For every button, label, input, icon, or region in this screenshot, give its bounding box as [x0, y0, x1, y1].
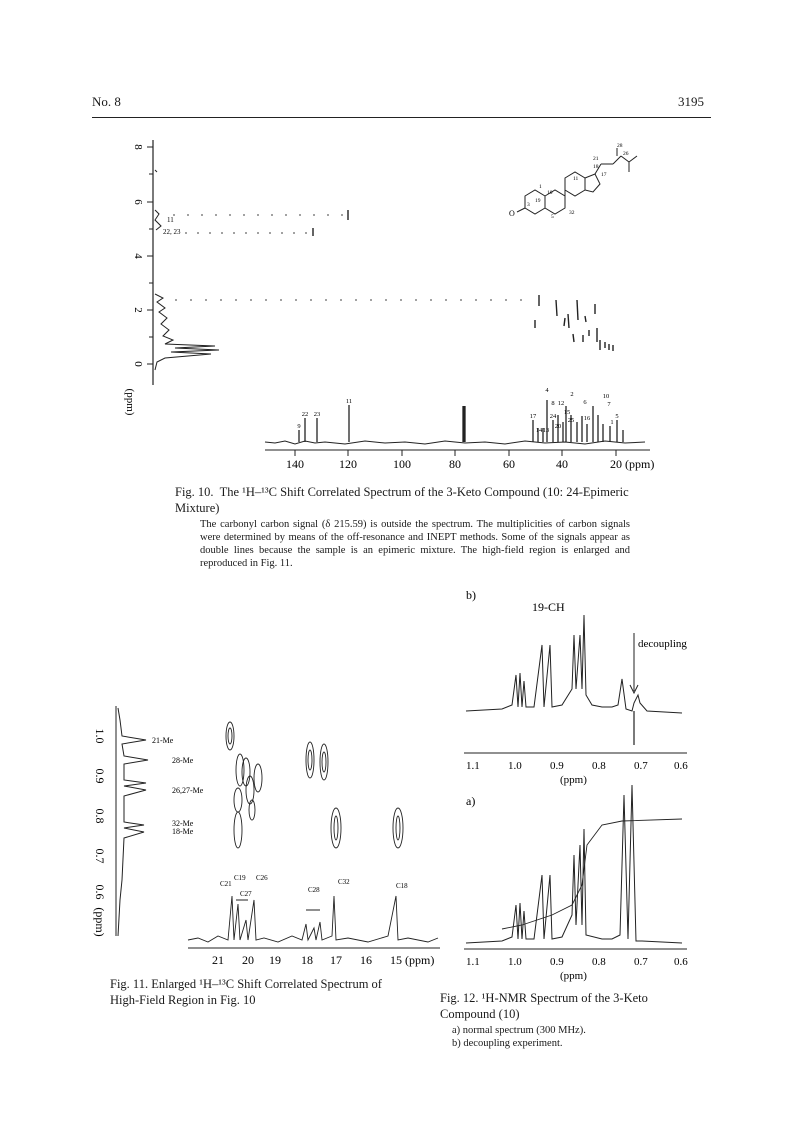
fig11-xtick: 17: [330, 953, 342, 967]
structure-label: 19: [535, 198, 541, 204]
header-rule: [92, 117, 711, 118]
fig12-caption: Fig. 12. ¹H-NMR Spectrum of the 3-Keto Compound (10): [440, 991, 648, 1021]
fig10-peak-label: 12: [557, 400, 565, 407]
fig12a-xunit: (ppm): [560, 970, 587, 982]
fig10-xtick: 140: [286, 457, 304, 471]
fig11-xtick: 19: [269, 953, 281, 967]
fig12a-xtick: 0.9: [550, 956, 564, 968]
fig10-caption: [175, 484, 655, 516]
fig10-peak-label: 14: [535, 427, 543, 434]
fig10-xtick: 80: [449, 457, 461, 471]
fig11-xtick: 20: [242, 953, 254, 967]
fig12a-xtick: 0.6: [674, 956, 688, 968]
fig10-ytick-2: 2: [132, 307, 144, 313]
fig11-methyl-label: 28-Me: [172, 756, 194, 765]
fig11-carbon-label: C32: [338, 878, 350, 886]
fig10-peak-label: 11: [345, 398, 353, 405]
fig10-peak-label: 23: [313, 411, 321, 418]
structure-label: 26: [623, 151, 629, 157]
fig12b-xtick: 0.9: [550, 760, 564, 772]
fig11-ytick: 0.8: [93, 808, 107, 824]
fig10-peak-label: 4: [545, 387, 549, 394]
fig10-peak-label: 1: [610, 419, 614, 426]
fig12-panel-b: b): [466, 588, 476, 602]
fig12b-xtick: 0.8: [592, 760, 606, 772]
fig10-peak-label: 2: [570, 391, 574, 398]
fig12b-xunit: (ppm): [560, 774, 587, 786]
fig11-yunit: (ppm): [93, 907, 107, 937]
fig11-methyl-label: 18-Me: [172, 827, 194, 836]
structure-label: 21: [593, 156, 599, 162]
fig10-peak-label: 22: [301, 411, 309, 418]
fig10-peak-label: 9: [297, 423, 301, 430]
fig12-label-19ch: 19-CH: [532, 600, 565, 614]
fig11-methyl-label: 26,27-Me: [172, 786, 204, 795]
fig11-carbon-label: C28: [308, 886, 320, 894]
fig11-spectrum: [88, 700, 460, 972]
structure-label: 5: [551, 214, 554, 220]
page-number: 3195: [678, 94, 704, 109]
fig11-carbon-label: C19: [234, 874, 246, 882]
structure-label: 32: [569, 210, 575, 216]
fig12b-xtick: 0.6: [674, 760, 688, 772]
fig10-peak-label: 16: [583, 415, 591, 422]
fig12b-xtick: 1.0: [508, 760, 522, 772]
fig11-carbon-label: C26: [256, 874, 268, 882]
fig10-ytick-0: 0: [132, 361, 144, 367]
fig10-xtick: 40: [556, 457, 568, 471]
fig12-note-b: b) decoupling experiment.: [452, 1038, 563, 1049]
fig12a-xtick: 1.1: [466, 956, 480, 968]
structure-label: 11: [573, 176, 579, 182]
structure-label: 18: [593, 164, 599, 170]
fig12-label-decoupling: decoupling: [638, 638, 687, 650]
fig10-ytick-8: 8: [132, 144, 144, 150]
fig10-peak-label: 25: [567, 417, 575, 424]
structure-label: 10: [547, 190, 553, 196]
fig12a-xtick: 0.8: [592, 956, 606, 968]
fig11-methyl-label: 32-Me: [172, 819, 194, 828]
fig10-peak-label: 5: [615, 413, 619, 420]
fig11-carbon-label: C18: [396, 882, 408, 890]
fig10-peak-label: 17: [529, 413, 537, 420]
fig12a-xtick: 1.0: [508, 956, 522, 968]
structure-label: 1: [539, 184, 542, 190]
fig10-xtick: 100: [393, 457, 411, 471]
fig10-xtick: 60: [503, 457, 515, 471]
fig10-peak-label: 8: [551, 400, 555, 407]
fig11-xtick: 18: [301, 953, 313, 967]
fig11-xtick: 21: [212, 953, 224, 967]
fig10-ytick-6: 6: [132, 199, 144, 205]
fig12-note-a: a) normal spectrum (300 MHz).: [452, 1025, 586, 1036]
fig10-proton-label-11: 11: [167, 216, 174, 224]
journal-issue: No. 8: [92, 94, 121, 109]
fig12a-xtick: 0.7: [634, 956, 648, 968]
fig10-xtick: 120: [339, 457, 357, 471]
fig10-ytick-4: 4: [132, 253, 144, 259]
fig11-xtick: 15 (ppm): [390, 953, 435, 967]
fig11-carbon-label: C27: [240, 890, 252, 898]
fig12-spectrum: [462, 585, 692, 985]
fig11-ytick: 0.9: [93, 768, 107, 784]
fig11-carbon-label: C21: [220, 880, 232, 888]
fig11-methyl-label: 21-Me: [152, 736, 174, 745]
fig10-yunit: (ppm): [124, 388, 136, 416]
fig11-ytick: 0.7: [93, 848, 107, 864]
fig10-peak-label: 10: [602, 393, 610, 400]
fig12b-xtick: 1.1: [466, 760, 480, 772]
fig10-peak-label: 20: [554, 423, 562, 430]
fig10-caption-text: The ¹H–¹³C Shift Correlated Spectrum of the 3-Keto Compound (10: 24-Epimeric Mixture): [175, 485, 629, 515]
structure-label: 28: [617, 143, 623, 149]
fig11-caption: Fig. 11. Enlarged ¹H–¹³C Shift Correlated Spectrum of High-Field Region in Fig. 10: [110, 977, 382, 1007]
fig10-peak-label: 15: [563, 409, 571, 416]
fig12-panel-a: a): [466, 794, 476, 808]
fig11-xtick: 16: [360, 953, 372, 967]
fig10-peak-label: 13: [542, 427, 550, 434]
fig10-xtick: 20 (ppm): [610, 457, 655, 471]
steroid-structure-diagram: [505, 138, 650, 228]
fig12b-xtick: 0.7: [634, 760, 648, 772]
structure-label: O: [509, 209, 515, 218]
fig10-caption-label: Fig. 10.: [175, 485, 214, 499]
fig11-ytick: 1.0: [93, 728, 107, 744]
fig10-note: The carbonyl carbon signal (δ 215.59) is outside the spectrum. The multiplicities of carbon signals were determined by means of the off-resonance and INEPT methods. Some of the signals appear as double lines because the sample is an epimeric mixture. The high-field region is enlarged and reproduced in Fig. 11.: [200, 519, 630, 569]
structure-label: 3: [527, 202, 530, 208]
fig10-peak-label: 7: [607, 401, 611, 408]
fig11-ytick: 0.6: [93, 884, 107, 900]
fig10-proton-label-22-23: 22, 23: [163, 228, 181, 236]
fig10-peak-label: 24: [549, 413, 557, 420]
fig10-peak-label: 6: [583, 399, 587, 406]
structure-label: 17: [601, 172, 607, 178]
